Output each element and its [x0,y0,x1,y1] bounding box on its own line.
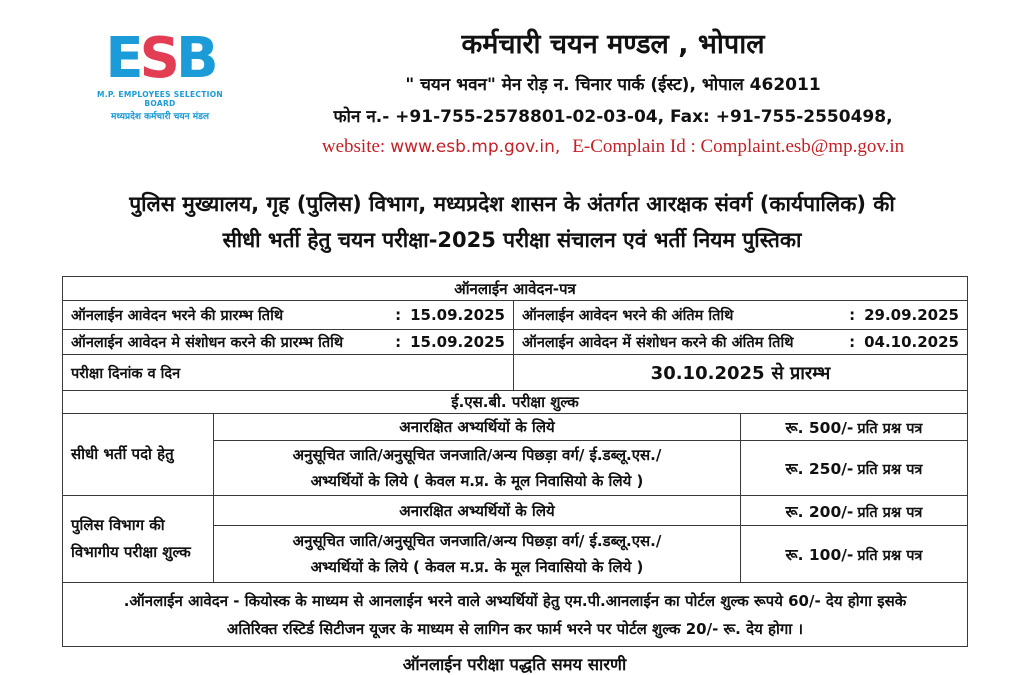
correction-end-date-value: 04.10.2025 [864,333,959,351]
portal-fee-note-line1: .ऑनलाईन आवेदन - कियोस्क के माध्यम से आनलाईन भरने वाले अभ्यर्थियों हेतु एम.पी.आनलाईन का पोर्टल शुल्क रूपये 60/- देय होगा इसके [123,591,907,610]
org-name: कर्मचारी चयन मण्डल , भोपाल [461,29,765,60]
correction-end-date-cell [514,330,968,355]
header-text-block [242,0,984,158]
fee-category-reserved-line2: अभ्यर्थियों के लिये ( केवल म.प्र. के मूल निवासियो के लिये ) [310,472,644,490]
section-header-exam-fee: ई.एस.बी. परीक्षा शुल्क [63,391,968,414]
fee-value-cell [741,496,968,526]
fee-category-reserved [214,526,741,583]
application-start-date-label: ऑनलाईन आवेदन भरने की प्रारम्भ तिथि [71,308,284,324]
fee-value-cell [741,414,968,441]
fee-amount: रू. 500/- [785,419,854,437]
website-line [242,136,984,158]
colon-separator: : [395,333,402,351]
fee-amount: रू. 200/- [785,502,854,521]
application-end-date-value: 29.09.2025 [864,306,959,324]
portal-fee-note-line2: अतिरिक्त रस्टिर्ड सिटीजन यूजर के माध्यम से लागिन कर फार्म भरने पर पोर्टल शुल्क 20/- रू. देय होगा । [226,619,804,638]
fee-amount: रू. 100/- [785,546,854,564]
colon-separator: : [849,306,856,324]
website-link[interactable]: www.esb.mp.gov.in, [390,137,561,157]
ecomplain-link[interactable]: E-Complain Id : Complaint.esb@mp.gov.in [572,136,905,157]
fee-group-departmental-exam: पुलिस विभाग की विभागीय परीक्षा शुल्क [63,496,214,583]
section-header-online-application: ऑनलाईन आवेदन-पत्र [63,277,968,301]
esb-logo [82,26,238,123]
exam-date-label: परीक्षा दिनांक व दिन [71,365,181,382]
document-title-line1: पुलिस मुख्यालय, गृह (पुलिस) विभाग, मध्यप्रदेश शासन के अंतर्गत आरक्षक संवर्ग (कार्यपालिक) की [129,192,895,216]
exam-date-value: 30.10.2025 [650,362,765,384]
application-start-date-value: 15.09.2025 [410,306,505,324]
fee-unit: प्रति प्रश्न पत्र [857,421,923,437]
fee-unit: प्रति प्रश्न पत्र [857,548,923,564]
header [0,0,1024,172]
org-address: " चयन भवन" मेन रोड़ न. चिनार पार्क (ईस्ट), भोपाल 462011 [405,75,821,95]
logo-letter-e: E [105,26,140,91]
exam-date-label-cell [63,355,514,391]
correction-start-date-value: 15.09.2025 [410,333,505,351]
fee-category-reserved [214,441,741,496]
application-end-date-cell [514,301,968,330]
notice-table [62,276,968,647]
fee-category-reserved-line1: अनुसूचित जाति/अनुसूचित जनजाति/अन्य पिछड़ा वर्ग/ ई.डब्लू.एस./ [292,532,662,550]
fee-category-unreserved: अनारक्षित अभ्यर्थियों के लिये [214,496,741,526]
exam-schedule-title: ऑनलाईन परीक्षा पद्धति समय सारणी [402,655,627,674]
document-title [0,186,1024,258]
fee-category-reserved-line2: अभ्यर्थियों के लिये ( केवल म.प्र. के मूल निवासियो के लिये ) [310,558,644,576]
colon-separator: : [395,306,402,324]
correction-end-date-label: ऑनलाईन आवेदन में संशोधन करने की अंतिम तिथि [522,335,794,351]
correction-start-date-label: ऑनलाईन आवेदन मे संशोधन करने की प्रारम्भ तिथि [71,335,344,351]
logo-letter-b: B [175,26,215,91]
exam-date-value-cell [514,355,968,391]
org-phone: फोन न.- +91-755-2578801-02-03-04, Fax: +91-755-2550498, [333,107,893,127]
logo-letter-s: S [139,26,176,91]
colon-separator: : [849,333,856,351]
logo-caption-hindi: मध्यप्रदेश कर्मचारी चयन मंडल [111,112,209,123]
logo-caption-english: M.P. EMPLOYEES SELECTION BOARD [97,90,223,109]
website-label: website: [321,136,386,157]
fee-category-unreserved: अनारक्षित अभ्यर्थियों के लिये [214,414,741,441]
fee-group-direct-recruitment: सीधी भर्ती पदो हेतु [63,414,214,496]
fee-unit: प्रति प्रश्न पत्र [857,462,923,478]
fee-category-reserved-line1: अनुसूचित जाति/अनुसूचित जनजाति/अन्य पिछड़ा वर्ग/ ई.डब्लू.एस./ [292,446,662,464]
portal-fee-note [63,583,968,647]
esb-logo-letters [82,26,238,91]
application-end-date-label: ऑनलाईन आवेदन भरने की अंतिम तिथि [522,308,734,324]
document-title-line2: सीधी भर्ती हेतु चयन परीक्षा-2025 परीक्षा संचालन एवं भर्ती नियम पुस्तिका [222,228,802,252]
fee-value-cell [741,526,968,583]
exam-date-suffix: से प्रारम्भ [771,362,831,384]
fee-unit: प्रति प्रश्न पत्र [857,504,923,521]
fee-amount: रू. 250/- [785,460,854,478]
fee-value-cell [741,441,968,496]
correction-start-date-cell [63,330,514,355]
application-start-date-cell [63,301,514,330]
